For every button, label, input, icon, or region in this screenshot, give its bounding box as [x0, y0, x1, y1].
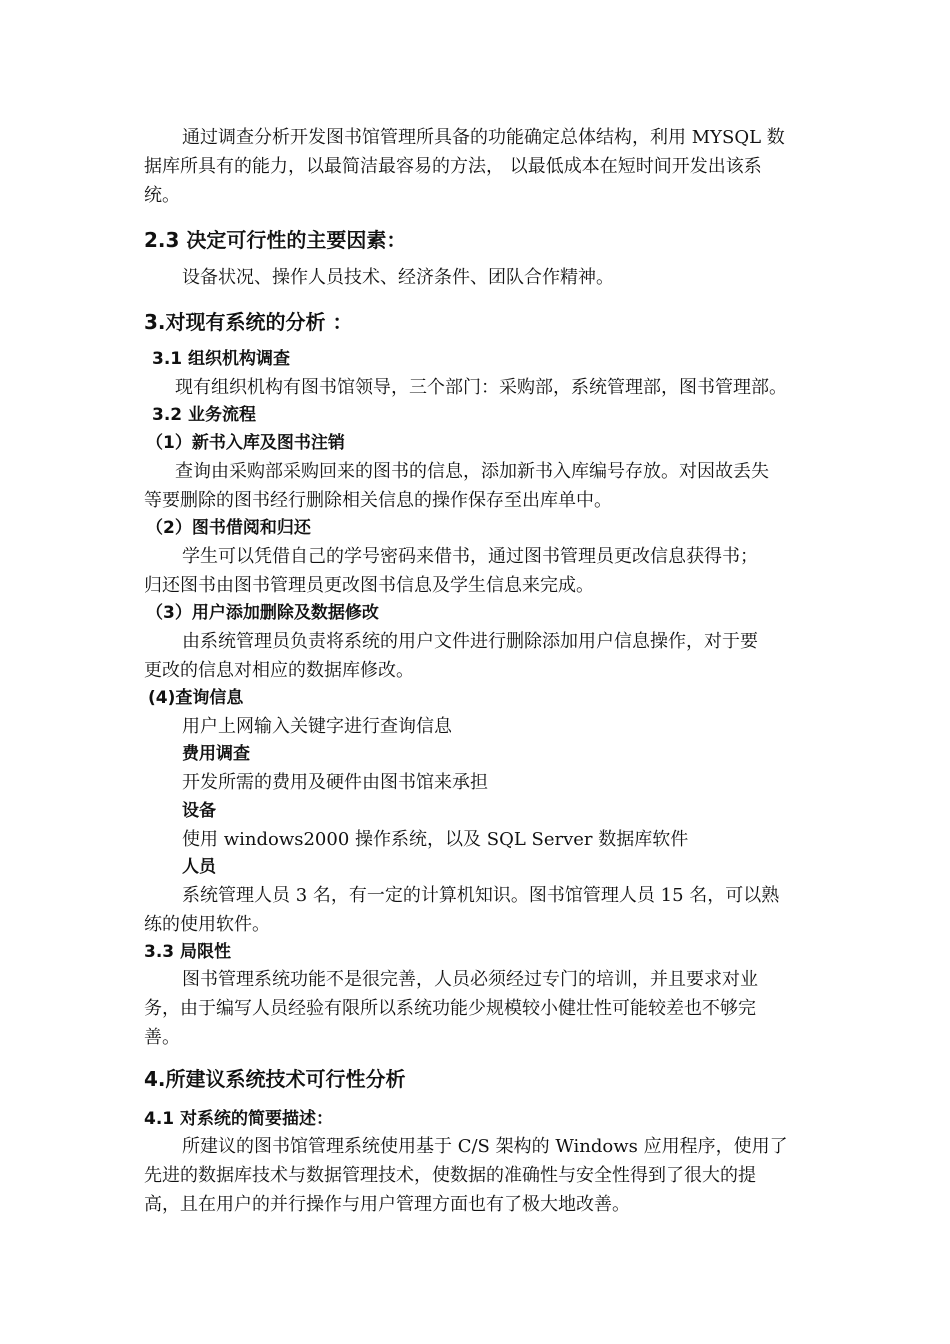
user-management-line-2: 更改的信息对相应的数据库修改。	[144, 660, 414, 681]
equipment-text: 使用 windows2000 操作系统，以及 SQL Server 数据库软件	[182, 829, 689, 850]
borrow-return-line-2: 归还图书由图书管理员更改图书信息及学生信息来完成。	[144, 575, 594, 596]
limitations-line-1: 图书管理系统功能不是很完善，人员必须经过专门的培训，并且要求对业	[182, 969, 758, 990]
heading-3-1: 3.1 组织机构调查	[152, 349, 291, 369]
user-management-line-1: 由系统管理员负责将系统的用户文件进行删除添加用户信息操作，对于要	[182, 631, 758, 652]
heading-3-2: 3.2 业务流程	[152, 405, 257, 425]
description-line-2: 先进的数据库技术与数据管理技术，使数据的准确性与安全性得到了很大的提	[144, 1165, 756, 1186]
heading-4-1: 4.1 对系统的简要描述：	[144, 1109, 334, 1129]
subheading-cost: 费用调查	[182, 744, 250, 764]
section-3-1-text: 现有组织机构有图书馆领导，三个部门：采购部，系统管理部，图书管理部。	[175, 377, 787, 398]
limitations-line-3: 善。	[144, 1027, 180, 1048]
limitations-line-2: 务，由于编写人员经验有限所以系统功能少规模较小健壮性可能较差也不够完	[144, 998, 756, 1019]
description-line-3: 高，且在用户的并行操作与用户管理方面也有了极大地改善。	[144, 1194, 630, 1215]
heading-2-3: 2.3 决定可行性的主要因素：	[144, 228, 407, 252]
subheading-borrow-return: （2）图书借阅和归还	[146, 518, 311, 538]
heading-3: 3.对现有系统的分析 ：	[144, 310, 353, 334]
section-2-3-text: 设备状况、操作人员技术、经济条件、团队合作精神。	[182, 267, 614, 288]
subheading-query: (4)查询信息	[148, 688, 244, 708]
heading-4: 4.所建议系统技术可行性分析	[144, 1067, 406, 1091]
subheading-user-management: （3）用户添加删除及数据修改	[146, 603, 379, 623]
borrow-return-line-1: 学生可以凭借自己的学号密码来借书，通过图书管理员更改信息获得书；	[182, 546, 758, 567]
intro-line-3: 统。	[144, 185, 180, 206]
description-line-1: 所建议的图书馆管理系统使用基于 C/S 架构的 Windows 应用程序，使用了	[182, 1136, 788, 1157]
intro-line-1: 通过调查分析开发图书馆管理所具备的功能确定总体结构，利用 MYSQL 数	[182, 127, 785, 148]
staff-line-1: 系统管理人员 3 名，有一定的计算机知识。图书馆管理人员 15 名，可以熟	[182, 885, 780, 906]
subheading-equipment: 设备	[182, 801, 216, 821]
query-text: 用户上网输入关键字进行查询信息	[182, 716, 452, 737]
staff-line-2: 练的使用软件。	[144, 914, 270, 935]
subheading-new-books: （1）新书入库及图书注销	[146, 433, 345, 453]
intro-line-2: 据库所具有的能力，以最简洁最容易的方法， 以最低成本在短时间开发出该系	[144, 156, 762, 177]
new-books-line-1: 查询由采购部采购回来的图书的信息，添加新书入库编号存放。对因故丢失	[175, 461, 769, 482]
subheading-staff: 人员	[182, 857, 216, 877]
new-books-line-2: 等要删除的图书经行删除相关信息的操作保存至出库单中。	[144, 490, 612, 511]
cost-text: 开发所需的费用及硬件由图书馆来承担	[182, 772, 488, 793]
heading-3-3: 3.3 局限性	[144, 942, 232, 962]
